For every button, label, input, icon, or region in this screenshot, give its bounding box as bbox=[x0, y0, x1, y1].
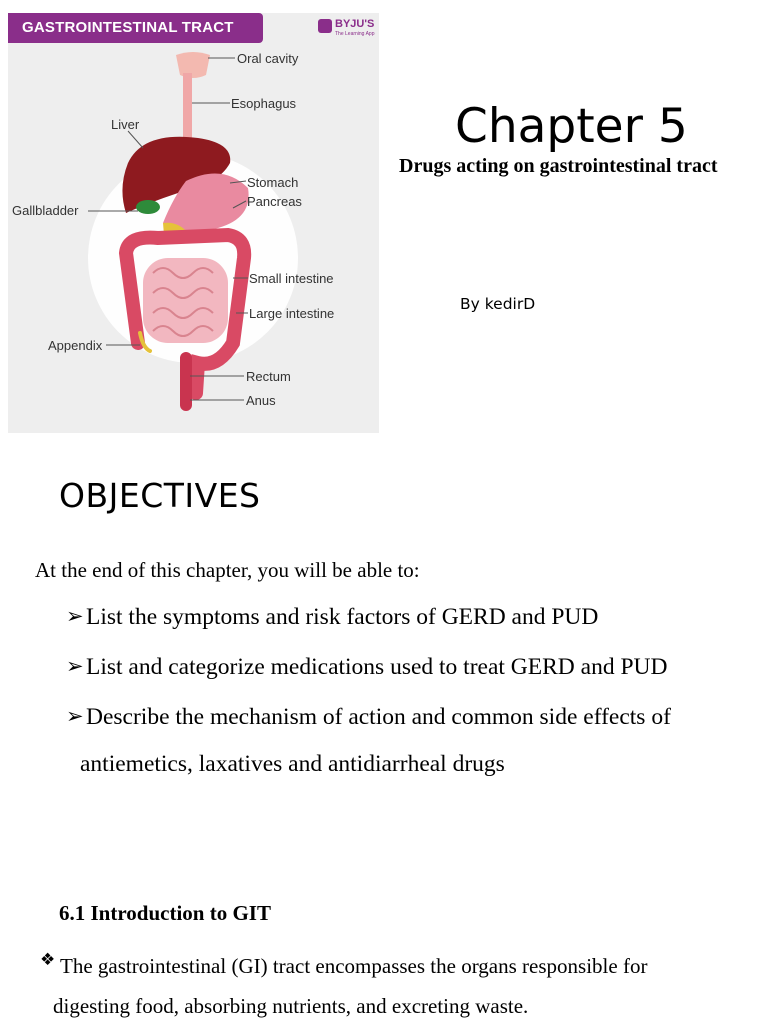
objectives-heading: OBJECTIVES bbox=[59, 476, 261, 515]
chapter-title: Chapter 5 bbox=[455, 99, 688, 154]
byjus-logo bbox=[318, 18, 379, 44]
label-anus: Anus bbox=[246, 393, 276, 408]
arrow-bullet-icon: ➢ bbox=[66, 604, 84, 628]
label-large-intestine: Large intestine bbox=[249, 306, 335, 321]
intro-text-line-1: The gastrointestinal (GI) tract encompasses the organs responsible for bbox=[60, 954, 648, 978]
arrow-bullet-icon: ➢ bbox=[66, 654, 84, 678]
label-oral-cavity: Oral cavity bbox=[237, 51, 299, 66]
label-small-intestine: Small intestine bbox=[249, 271, 334, 286]
label-rectum: Rectum bbox=[246, 369, 291, 384]
gi-tract-illustration bbox=[8, 13, 379, 433]
figure-title: GASTROINTESTINAL TRACT bbox=[22, 19, 234, 36]
label-esophagus: Esophagus bbox=[231, 96, 297, 111]
label-stomach: Stomach bbox=[247, 175, 299, 190]
label-gallbladder: Gallbladder bbox=[12, 203, 79, 218]
section-heading: 6.1 Introduction to GIT bbox=[59, 901, 271, 925]
arrow-bullet-icon: ➢ bbox=[66, 704, 84, 728]
intro-text-line-2: digesting food, absorbing nutrients, and excreting waste. bbox=[53, 994, 529, 1018]
objective-item-3: Describe the mechanism of action and common side effects of bbox=[86, 704, 671, 730]
objective-item-1: List the symptoms and risk factors of GERD and PUD bbox=[86, 604, 599, 630]
objective-item-3-continuation: antiemetics, laxatives and antidiarrheal drugs bbox=[80, 751, 505, 777]
author-line: By kedirD bbox=[460, 295, 536, 313]
label-pancreas: Pancreas bbox=[247, 194, 302, 209]
objective-item-2: List and categorize medications used to treat GERD and PUD bbox=[86, 654, 668, 680]
logo-tagline: The Learning App bbox=[335, 31, 375, 37]
objectives-intro: At the end of this chapter, you will be able to: bbox=[35, 558, 420, 582]
logo-mark-icon bbox=[318, 19, 332, 33]
label-appendix: Appendix bbox=[48, 338, 103, 353]
diamond-bullet-icon: ❖ bbox=[40, 950, 56, 970]
logo-name: BYJU'S bbox=[335, 18, 375, 30]
label-liver: Liver bbox=[111, 117, 140, 132]
chapter-subtitle: Drugs acting on gastrointestinal tract bbox=[399, 155, 718, 177]
gi-tract-figure bbox=[8, 13, 379, 433]
